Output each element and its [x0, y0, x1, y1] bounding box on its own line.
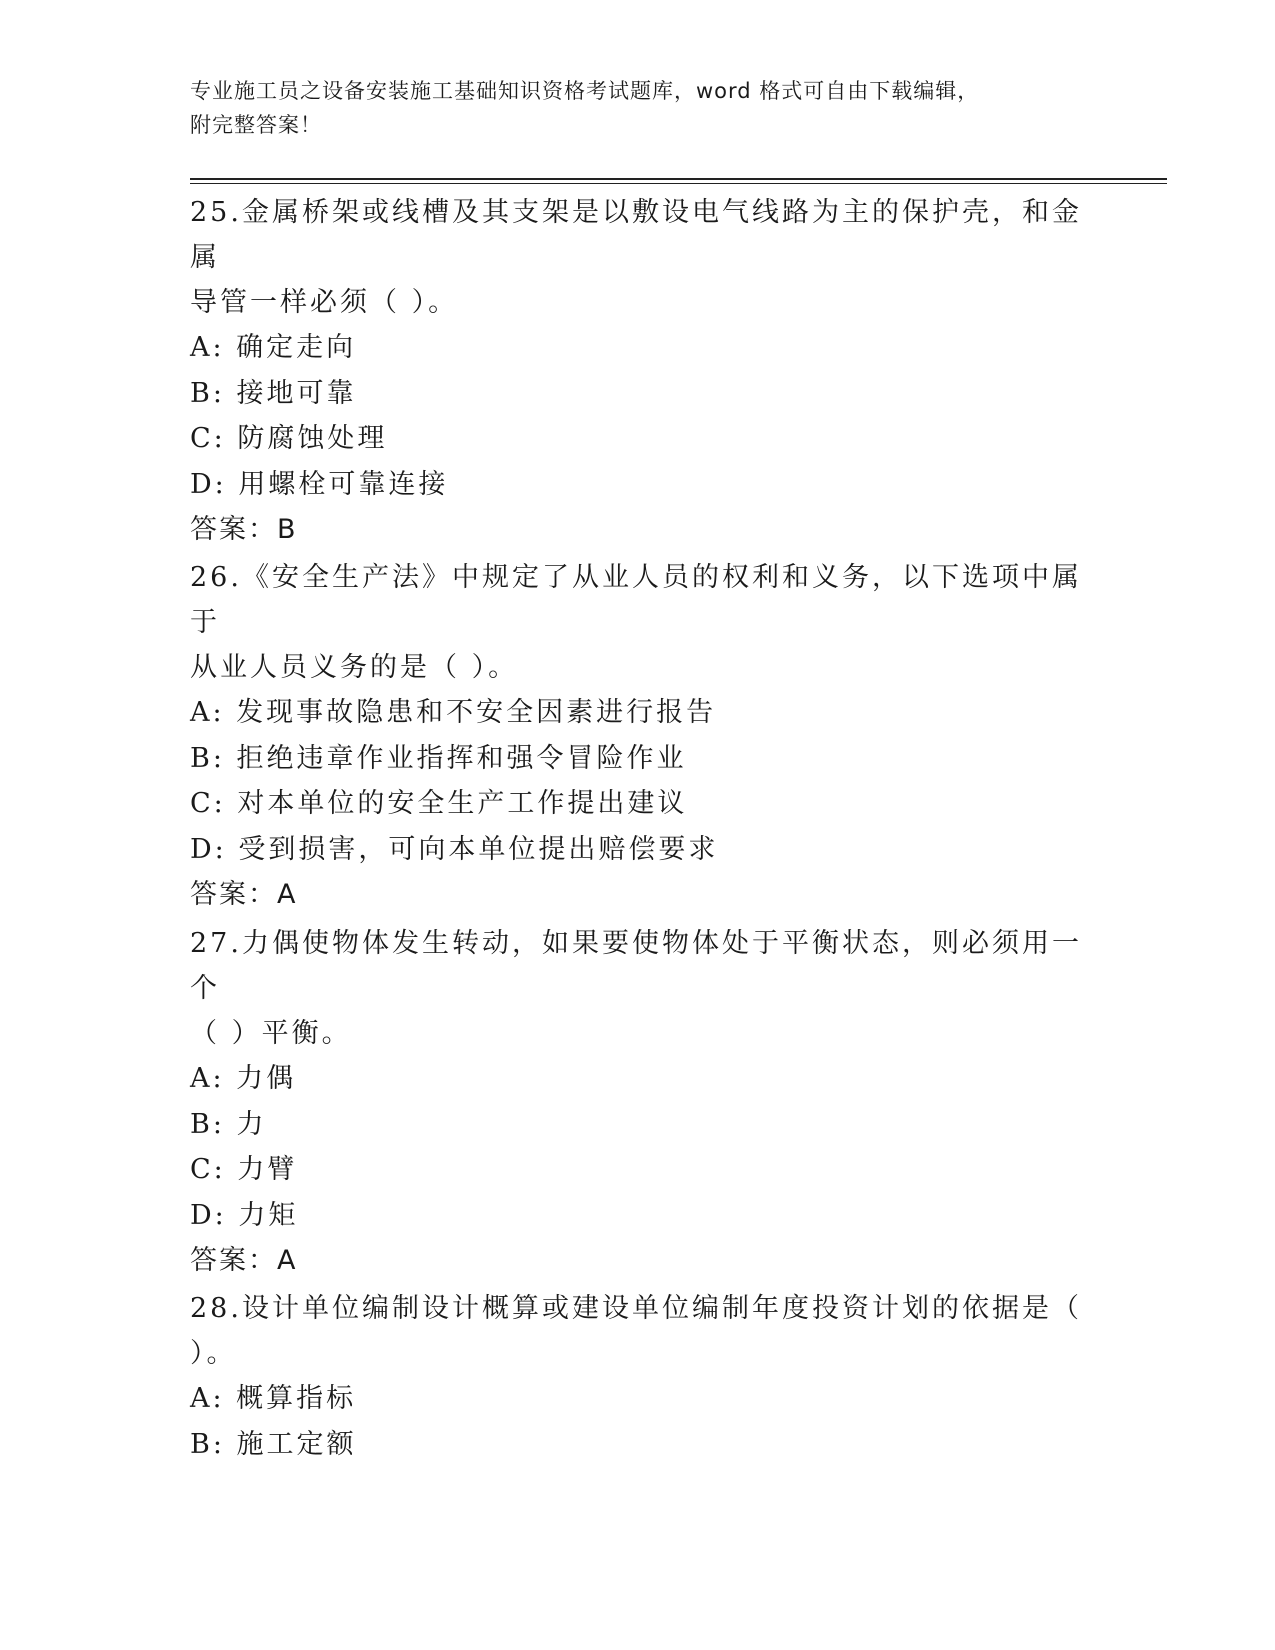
question-stem-line-1: 27.力偶使物体发生转动，如果要使物体处于平衡状态，则必须用一个	[190, 928, 1082, 1004]
option-c: C: 对本单位的安全生产工作提出建议	[190, 788, 688, 819]
option-d: D: 力矩	[190, 1199, 299, 1231]
option-b: B: 接地可靠	[190, 377, 357, 409]
option-b: B: 力	[190, 1108, 267, 1140]
question-28	[190, 1286, 1090, 1467]
question-stem-line-1: 28.设计单位编制设计概算或建设单位编制年度投资计划的依据是（	[190, 1293, 1082, 1324]
option-a: A: 确定走向	[190, 332, 357, 363]
question-stem-line-2: 从业人员义务的是（ ）。	[190, 652, 519, 683]
header-divider-thin	[190, 183, 1167, 184]
header-line-2: 附完整答案！	[190, 113, 322, 137]
answer-line: 答案：A	[190, 1245, 298, 1276]
option-a: A: 发现事故隐患和不安全因素进行报告	[190, 697, 717, 728]
option-d: D: 用螺栓可靠连接	[190, 468, 449, 500]
option-a: A: 概算指标	[190, 1383, 357, 1414]
question-stem-line-1: 25.金属桥架或线槽及其支架是以敷设电气线路为主的保护壳，和金属	[190, 197, 1082, 273]
option-c: C: 力臂	[190, 1154, 298, 1185]
header-line-1: 专业施工员之设备安装施工基础知识资格考试题库，word 格式可自由下载编辑，	[190, 79, 980, 103]
question-stem-line-1: 26.《安全生产法》中规定了从业人员的权利和义务，以下选项中属于	[190, 562, 1082, 638]
question-stem-line-2: 导管一样必须（ ）。	[190, 287, 459, 318]
question-stem-line-2: （ ）平衡。	[190, 1018, 352, 1049]
option-b: B: 施工定额	[190, 1428, 357, 1460]
option-a: A: 力偶	[190, 1063, 297, 1094]
option-c: C: 防腐蚀处理	[190, 423, 388, 454]
question-25	[190, 190, 1090, 552]
header-divider-thick	[190, 178, 1167, 180]
question-stem-line-2: ）。	[190, 1338, 237, 1369]
document-header	[190, 74, 1090, 142]
option-d: D: 受到损害，可向本单位提出赔偿要求	[190, 833, 719, 865]
option-b: B: 拒绝违章作业指挥和强令冒险作业	[190, 742, 687, 774]
answer-line: 答案：A	[190, 879, 298, 910]
answer-line: 答案：B	[190, 514, 298, 545]
question-27	[190, 921, 1090, 1283]
question-26	[190, 555, 1090, 917]
